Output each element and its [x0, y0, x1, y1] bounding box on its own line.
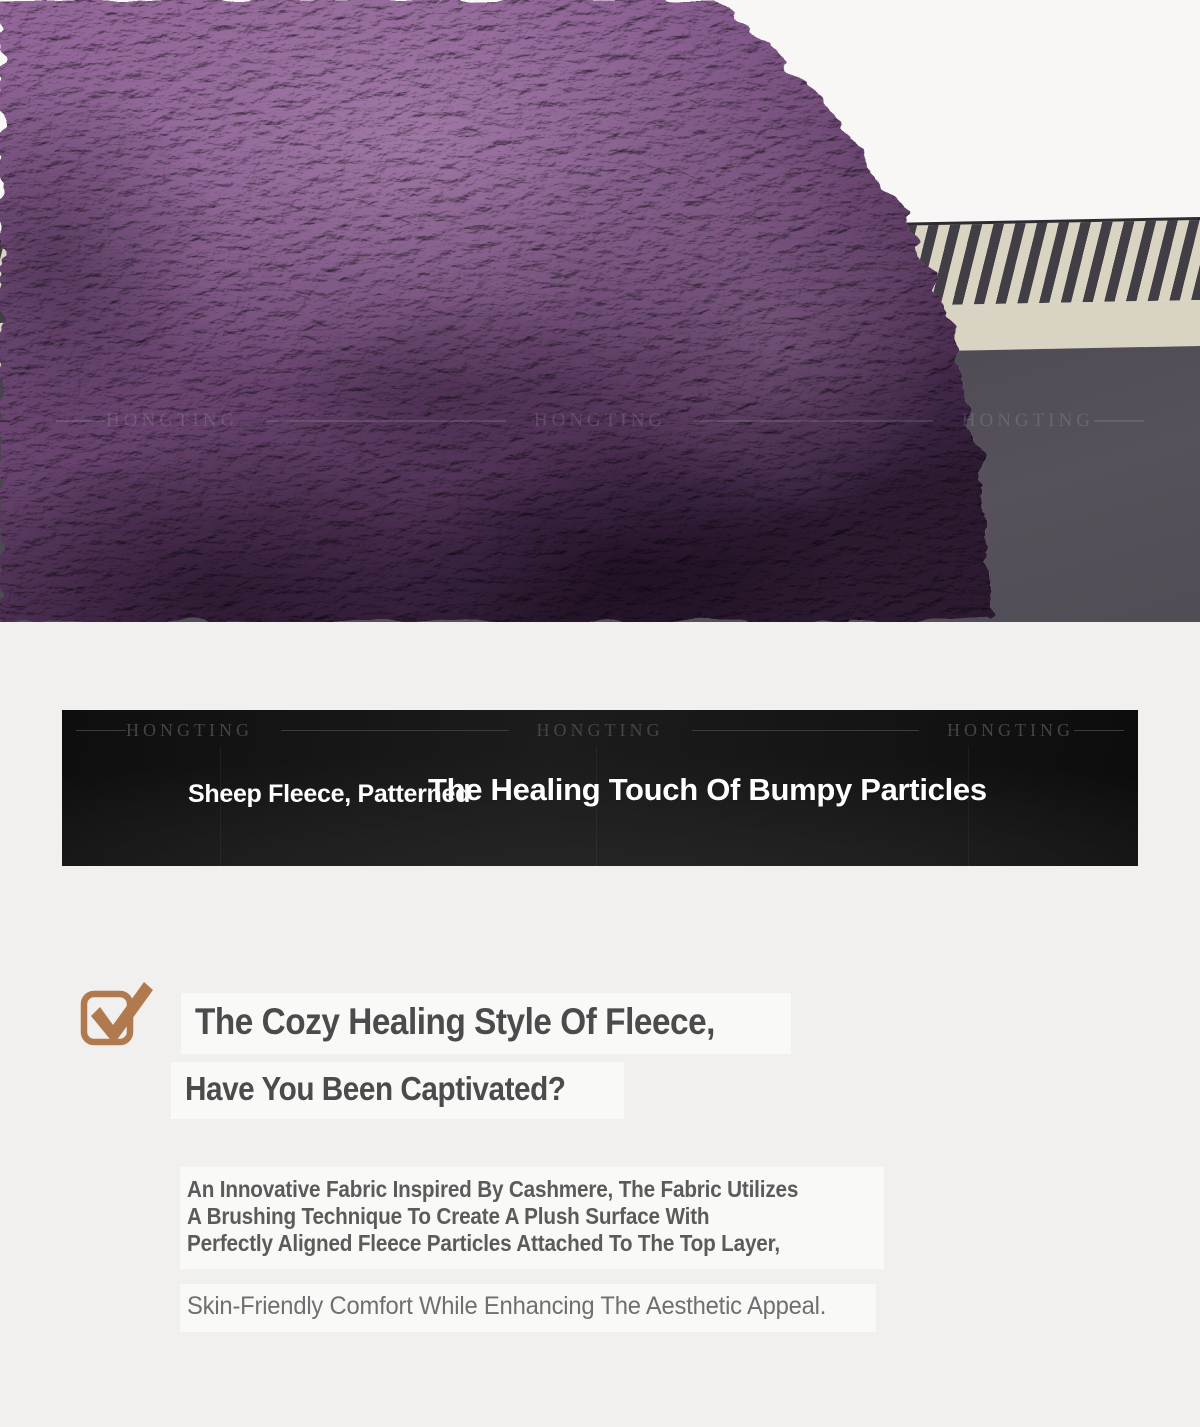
paragraph-line: An Innovative Fabric Inspired By Cashmere, The Fabric Utilizes [187, 1176, 799, 1202]
watermark-line [1094, 420, 1144, 422]
watermark-line [56, 420, 106, 422]
watermark-line [694, 420, 934, 422]
paragraph-line: Perfectly Aligned Fleece Particles Attached To The Top Layer, [187, 1230, 780, 1256]
checkmark-icon [80, 980, 156, 1050]
brand-watermark: HONGTING [536, 720, 664, 740]
feature-heading-primary-box [181, 993, 791, 1054]
watermark-line [266, 420, 506, 422]
watermark-line [76, 730, 126, 731]
photo-watermark-row [0, 410, 1200, 432]
paragraph-line: A Brushing Technique To Create A Plush Surface With [187, 1203, 710, 1229]
feature-heading-secondary: Have You Been Captivated? [185, 1070, 566, 1107]
banner-title: The Healing Touch Of Bumpy Particles [428, 772, 987, 807]
feature-tagline-box [180, 1284, 876, 1332]
banner-watermark-row [62, 720, 1138, 741]
purple-fleece-fabric [0, 0, 1200, 622]
feature-heading-secondary-box [171, 1062, 624, 1119]
brand-watermark: HONGTING [961, 410, 1095, 431]
brand-watermark: HONGTING [947, 720, 1075, 740]
watermark-line [692, 730, 920, 731]
brand-watermark: HONGTING [126, 720, 253, 740]
hero-photo [0, 0, 1200, 622]
watermark-line [1074, 730, 1124, 731]
feature-heading-primary: The Cozy Healing Style Of Fleece, [195, 1001, 715, 1042]
brand-watermark: HONGTING [533, 410, 667, 431]
feature-paragraph [187, 1176, 798, 1257]
feature-paragraph-box [180, 1167, 884, 1269]
watermark-line [281, 730, 509, 731]
feature-tagline: Skin-Friendly Comfort While Enhancing The Aesthetic Appeal. [187, 1292, 827, 1320]
brand-watermark: HONGTING [106, 410, 239, 431]
banner-subtitle: Sheep Fleece, Patterned [188, 780, 471, 808]
title-banner [62, 710, 1138, 866]
